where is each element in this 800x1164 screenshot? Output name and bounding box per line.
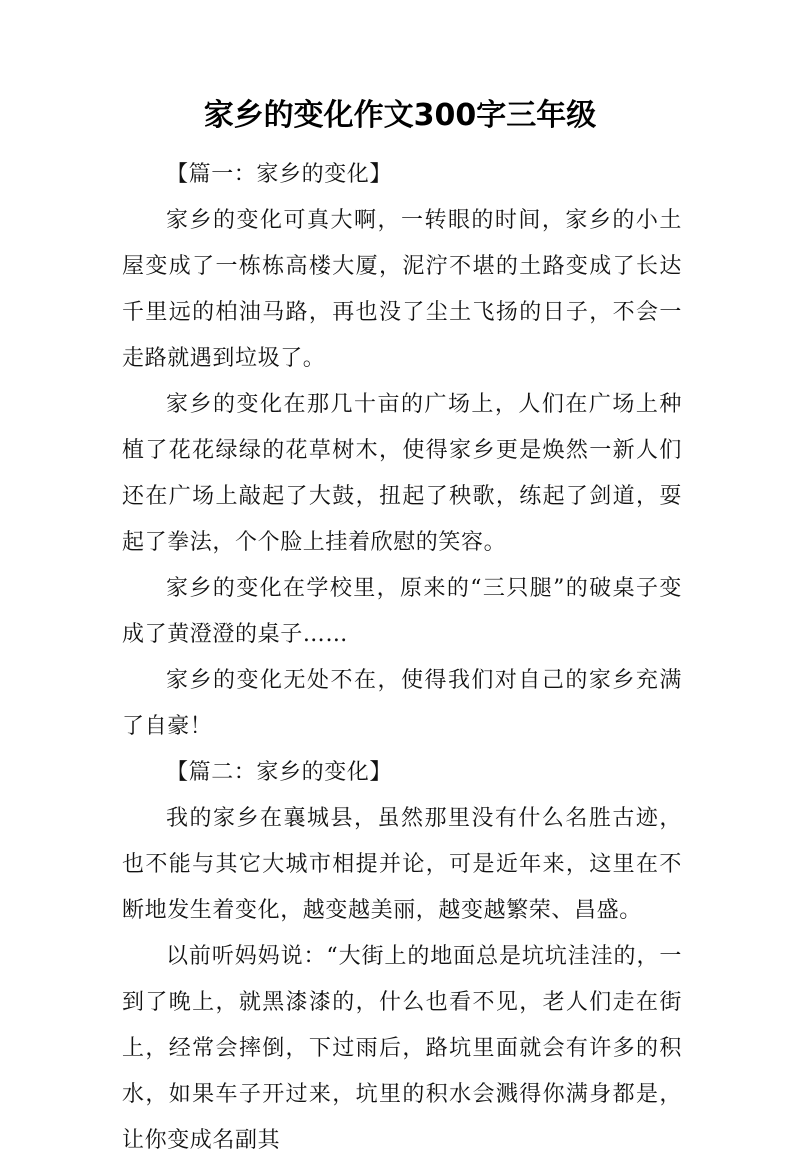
paragraph: 以前听妈妈说：“大街上的地面总是坑坑洼洼的，一到了晚上，就黑漆漆的，什么也看不见，老人们走在街上，经常会摔倒，下过雨后，路坑里面就会有许多的积水，如果车子开过来，坑里的积水会溅得你满身都是，让你变成名副其 bbox=[122, 944, 682, 1153]
document-title: 家乡的变化作文300字三年级 bbox=[203, 98, 597, 133]
paragraph: 家乡的变化在学校里，原来的“三只腿”的破桌子变成了黄澄澄的桌子…… bbox=[122, 576, 682, 647]
section-heading: 【篇二：家乡的变化】 bbox=[166, 760, 393, 785]
paragraph: 家乡的变化无处不在，使得我们对自己的家乡充满了自豪！ bbox=[122, 668, 682, 739]
paragraph: 我的家乡在襄城县，虽然那里没有什么名胜古迹，也不能与其它大城市相提并论，可是近年来，这里在不断地发生着变化，越变越美丽，越变越繁荣、昌盛。 bbox=[122, 806, 682, 923]
paragraph: 家乡的变化可真大啊，一转眼的时间，家乡的小土屋变成了一栋栋高楼大厦，泥泞不堪的土路变成了长达千里远的柏油马路，再也没了尘土飞扬的日子，不会一走路就遇到垃圾了。 bbox=[122, 208, 682, 371]
paragraph: 家乡的变化在那几十亩的广场上，人们在广场上种植了花花绿绿的花草树木，使得家乡更是焕然一新人们还在广场上敲起了大鼓，扭起了秧歌，练起了剑道，耍起了拳法，个个脸上挂着欣慰的笑容。 bbox=[122, 392, 682, 555]
document-body bbox=[122, 152, 682, 1164]
section-heading: 【篇一：家乡的变化】 bbox=[166, 162, 393, 187]
